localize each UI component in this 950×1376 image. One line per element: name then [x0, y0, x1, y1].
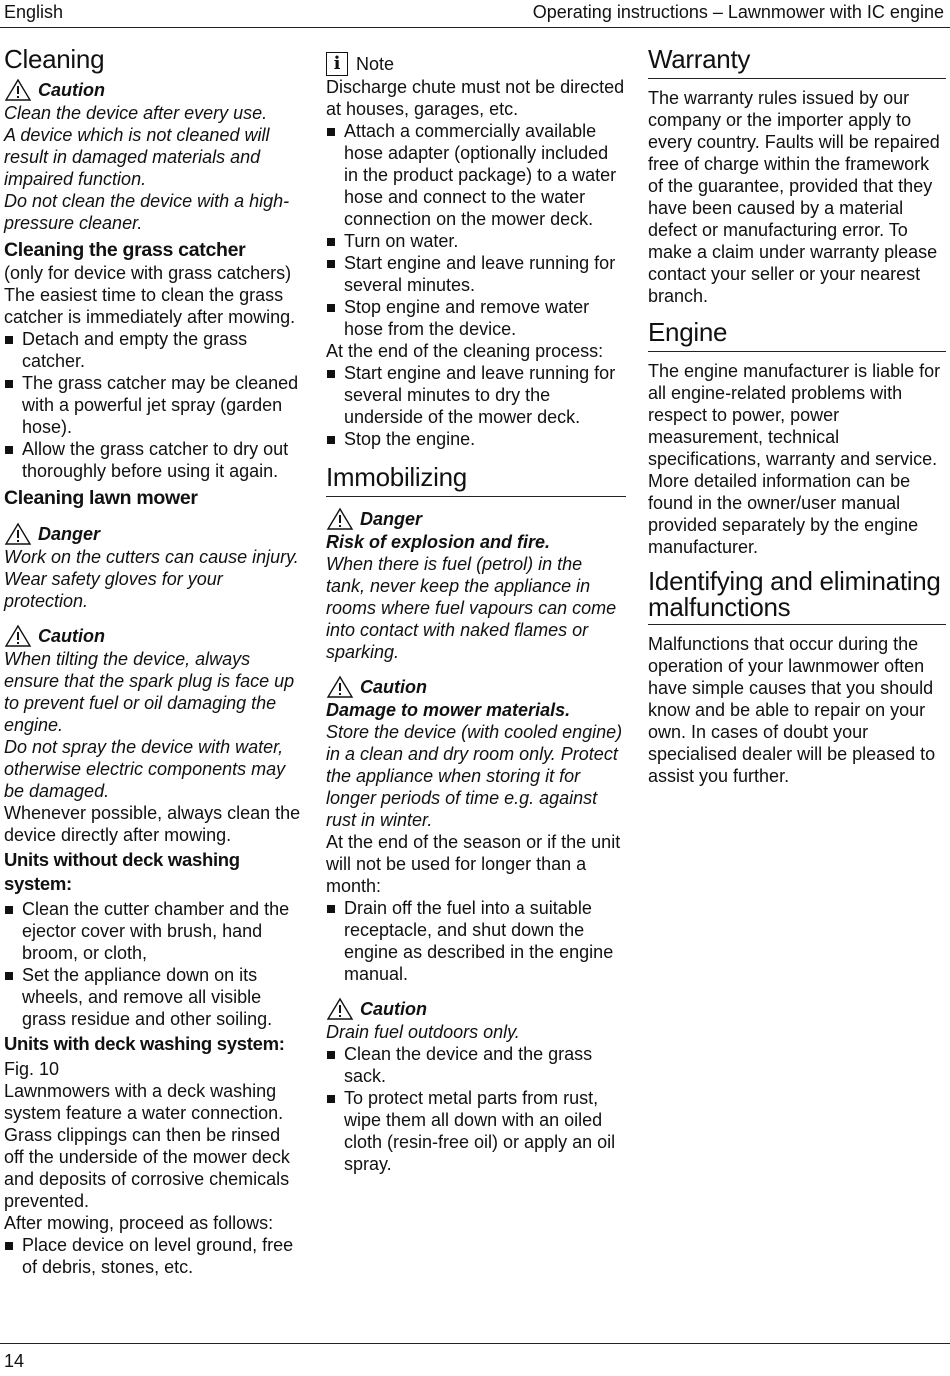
subsection-title-grass-catcher: Cleaning the grass catcher	[4, 239, 246, 261]
no-deck-list	[4, 898, 304, 1030]
season-intro: At the end of the season or if the unit will not be used for longer than a month:	[326, 832, 621, 896]
subsection-title-lawn-mower: Cleaning lawn mower	[4, 487, 198, 509]
footer-divider	[0, 1343, 950, 1344]
list-item: Place device on level ground, free of debris, stones, etc.	[4, 1234, 304, 1278]
warning-triangle-icon	[326, 675, 354, 699]
caution-heading	[326, 997, 626, 1021]
note-heading	[326, 52, 626, 76]
caution-text: Do not spray the device with water, otherwise electric components may be damaged.	[4, 737, 286, 801]
caution-text: Drain fuel outdoors only.	[326, 1022, 520, 1042]
list-item: Stop engine and remove water hose from the device.	[326, 296, 626, 340]
page-number: 14	[4, 1351, 25, 1371]
info-icon: i	[326, 52, 348, 76]
list-item: Attach a commercially available hose adapter (optionally included in the product package) to a water hose and connect to the water connection on the mower deck.	[326, 120, 626, 230]
section-title-engine: Engine	[648, 317, 946, 352]
season-list	[326, 897, 626, 985]
caution-heading	[4, 78, 304, 102]
caution-heading	[4, 624, 304, 648]
caution-label: Caution	[360, 999, 427, 1019]
list-item: Start engine and leave running for several minutes to dry the underside of the mower deck.	[326, 362, 626, 428]
proceed-list	[4, 1234, 304, 1278]
grass-catcher-intro: The easiest time to clean the grass catcher is immediately after mowing.	[4, 285, 296, 327]
section-title-malfunctions: Identifying and eliminating malfunctions	[648, 568, 946, 625]
section-title-warranty: Warranty	[648, 44, 946, 79]
final-list	[326, 1043, 626, 1175]
caution-box	[4, 624, 304, 802]
page-header	[0, 0, 950, 26]
grass-catcher-list	[4, 328, 304, 482]
header-divider	[0, 27, 950, 28]
warning-triangle-icon	[4, 522, 32, 546]
column-left	[4, 44, 304, 1278]
danger-heading	[4, 522, 304, 546]
list-item: Start engine and leave running for several minutes.	[326, 252, 626, 296]
caution-text: A device which is not cleaned will result in damaged materials and impaired function.	[4, 125, 270, 189]
danger-text: Work on the cutters can cause injury. Wear safety gloves for your protection.	[4, 547, 299, 611]
warning-triangle-icon	[4, 624, 32, 648]
warning-triangle-icon	[326, 507, 354, 531]
list-item: Allow the grass catcher to dry out thoroughly before using it again.	[4, 438, 304, 482]
danger-text: When there is fuel (petrol) in the tank, never keep the appliance in rooms where fuel vapours can come into contact with naked flames or sparking.	[326, 554, 617, 662]
grass-catcher-note: (only for device with grass catchers)	[4, 263, 292, 283]
caution-text: Clean the device after every use.	[4, 103, 268, 123]
end-of-cleaning-list	[326, 362, 626, 450]
warning-triangle-icon	[4, 78, 32, 102]
subsection-title-deck-washing: Units with deck washing system:	[4, 1033, 285, 1054]
list-item: Stop the engine.	[326, 428, 626, 450]
caution-label: Caution	[38, 80, 105, 100]
list-item: Drain off the fuel into a suitable receptacle, and shut down the engine as described in the engine manual.	[326, 897, 626, 985]
danger-label: Danger	[360, 509, 423, 529]
caution-text: Store the device (with cooled engine) in a clean and dry room only. Protect the appliance when storing it for longer periods of time e.g. against rust in winter.	[326, 722, 623, 830]
list-item: To protect metal parts from rust, wipe them all down with an oiled cloth (resin-free oil) or apply an oil spray.	[326, 1087, 626, 1175]
cleaning-steps-list	[326, 120, 626, 340]
note-label: Note	[356, 54, 395, 74]
list-item: The grass catcher may be cleaned with a powerful jet spray (garden hose).	[4, 372, 304, 438]
list-item: Clean the device and the grass sack.	[326, 1043, 626, 1087]
deck-washing-text: Lawnmowers with a deck washing system feature a water connection. Grass clippings can then be rinsed off the underside of the mower deck and deposits of corrosive chemicals prevented.	[4, 1081, 290, 1211]
note-text: Discharge chute must not be directed at houses, garages, etc.	[326, 77, 625, 119]
caution-box	[4, 78, 304, 234]
header-language: English	[4, 2, 64, 22]
section-title-cleaning: Cleaning	[4, 44, 105, 74]
caution-text: When tilting the device, always ensure that the spark plug is face up to prevent fuel or oil damaging the engine.	[4, 649, 295, 735]
column-middle	[326, 44, 626, 1175]
danger-box	[326, 507, 626, 663]
caution-label: Caution	[38, 626, 105, 646]
caution-heading	[326, 675, 626, 699]
column-right	[648, 44, 946, 787]
danger-box	[4, 522, 304, 612]
malfunctions-text: Malfunctions that occur during the operation of your lawnmower often have simple causes that you should know and be able to repair on your own. In cases of doubt your specialised dealer will be pleased to assist you further.	[648, 634, 936, 786]
danger-subtitle: Risk of explosion and fire.	[326, 532, 551, 552]
warranty-text: The warranty rules issued by our company or the importer apply to every country. Faults will be repaired free of charge within the framework of the guarantee, provided that they have been caused by a material defect or manufacturing error. To make a claim under warranty please contact your seller or your nearest branch.	[648, 88, 940, 306]
header-title: Operating instructions – Lawnmower with IC engine	[532, 2, 944, 22]
caution-box	[326, 997, 626, 1043]
after-mowing-text: Whenever possible, always clean the device directly after mowing.	[4, 803, 301, 845]
danger-heading	[326, 507, 626, 531]
list-item: Clean the cutter chamber and the ejector cover with brush, hand broom, or cloth,	[4, 898, 304, 964]
caution-box	[326, 675, 626, 831]
list-item: Detach and empty the grass catcher.	[4, 328, 304, 372]
caution-label: Caution	[360, 677, 427, 697]
figure-reference: Fig. 10	[4, 1059, 60, 1079]
caution-text: Do not clean the device with a high-pressure cleaner.	[4, 191, 290, 233]
list-item: Turn on water.	[326, 230, 626, 252]
proceed-text: After mowing, proceed as follows:	[4, 1213, 274, 1233]
list-item: Set the appliance down on its wheels, and remove all visible grass residue and other soiling.	[4, 964, 304, 1030]
warning-triangle-icon	[326, 997, 354, 1021]
subsection-title-no-deck-washing: Units without deck washing system:	[4, 849, 240, 894]
danger-label: Danger	[38, 524, 101, 544]
engine-text: The engine manufacturer is liable for all engine-related problems with respect to power, power measurement, technical specifications, warranty and service. More detailed information can be found in the owner/user manual provided separately by the engine manufacturer.	[648, 361, 941, 557]
end-of-cleaning-intro: At the end of the cleaning process:	[326, 341, 604, 361]
caution-subtitle: Damage to mower materials.	[326, 700, 571, 720]
section-title-immobilizing: Immobilizing	[326, 462, 626, 497]
